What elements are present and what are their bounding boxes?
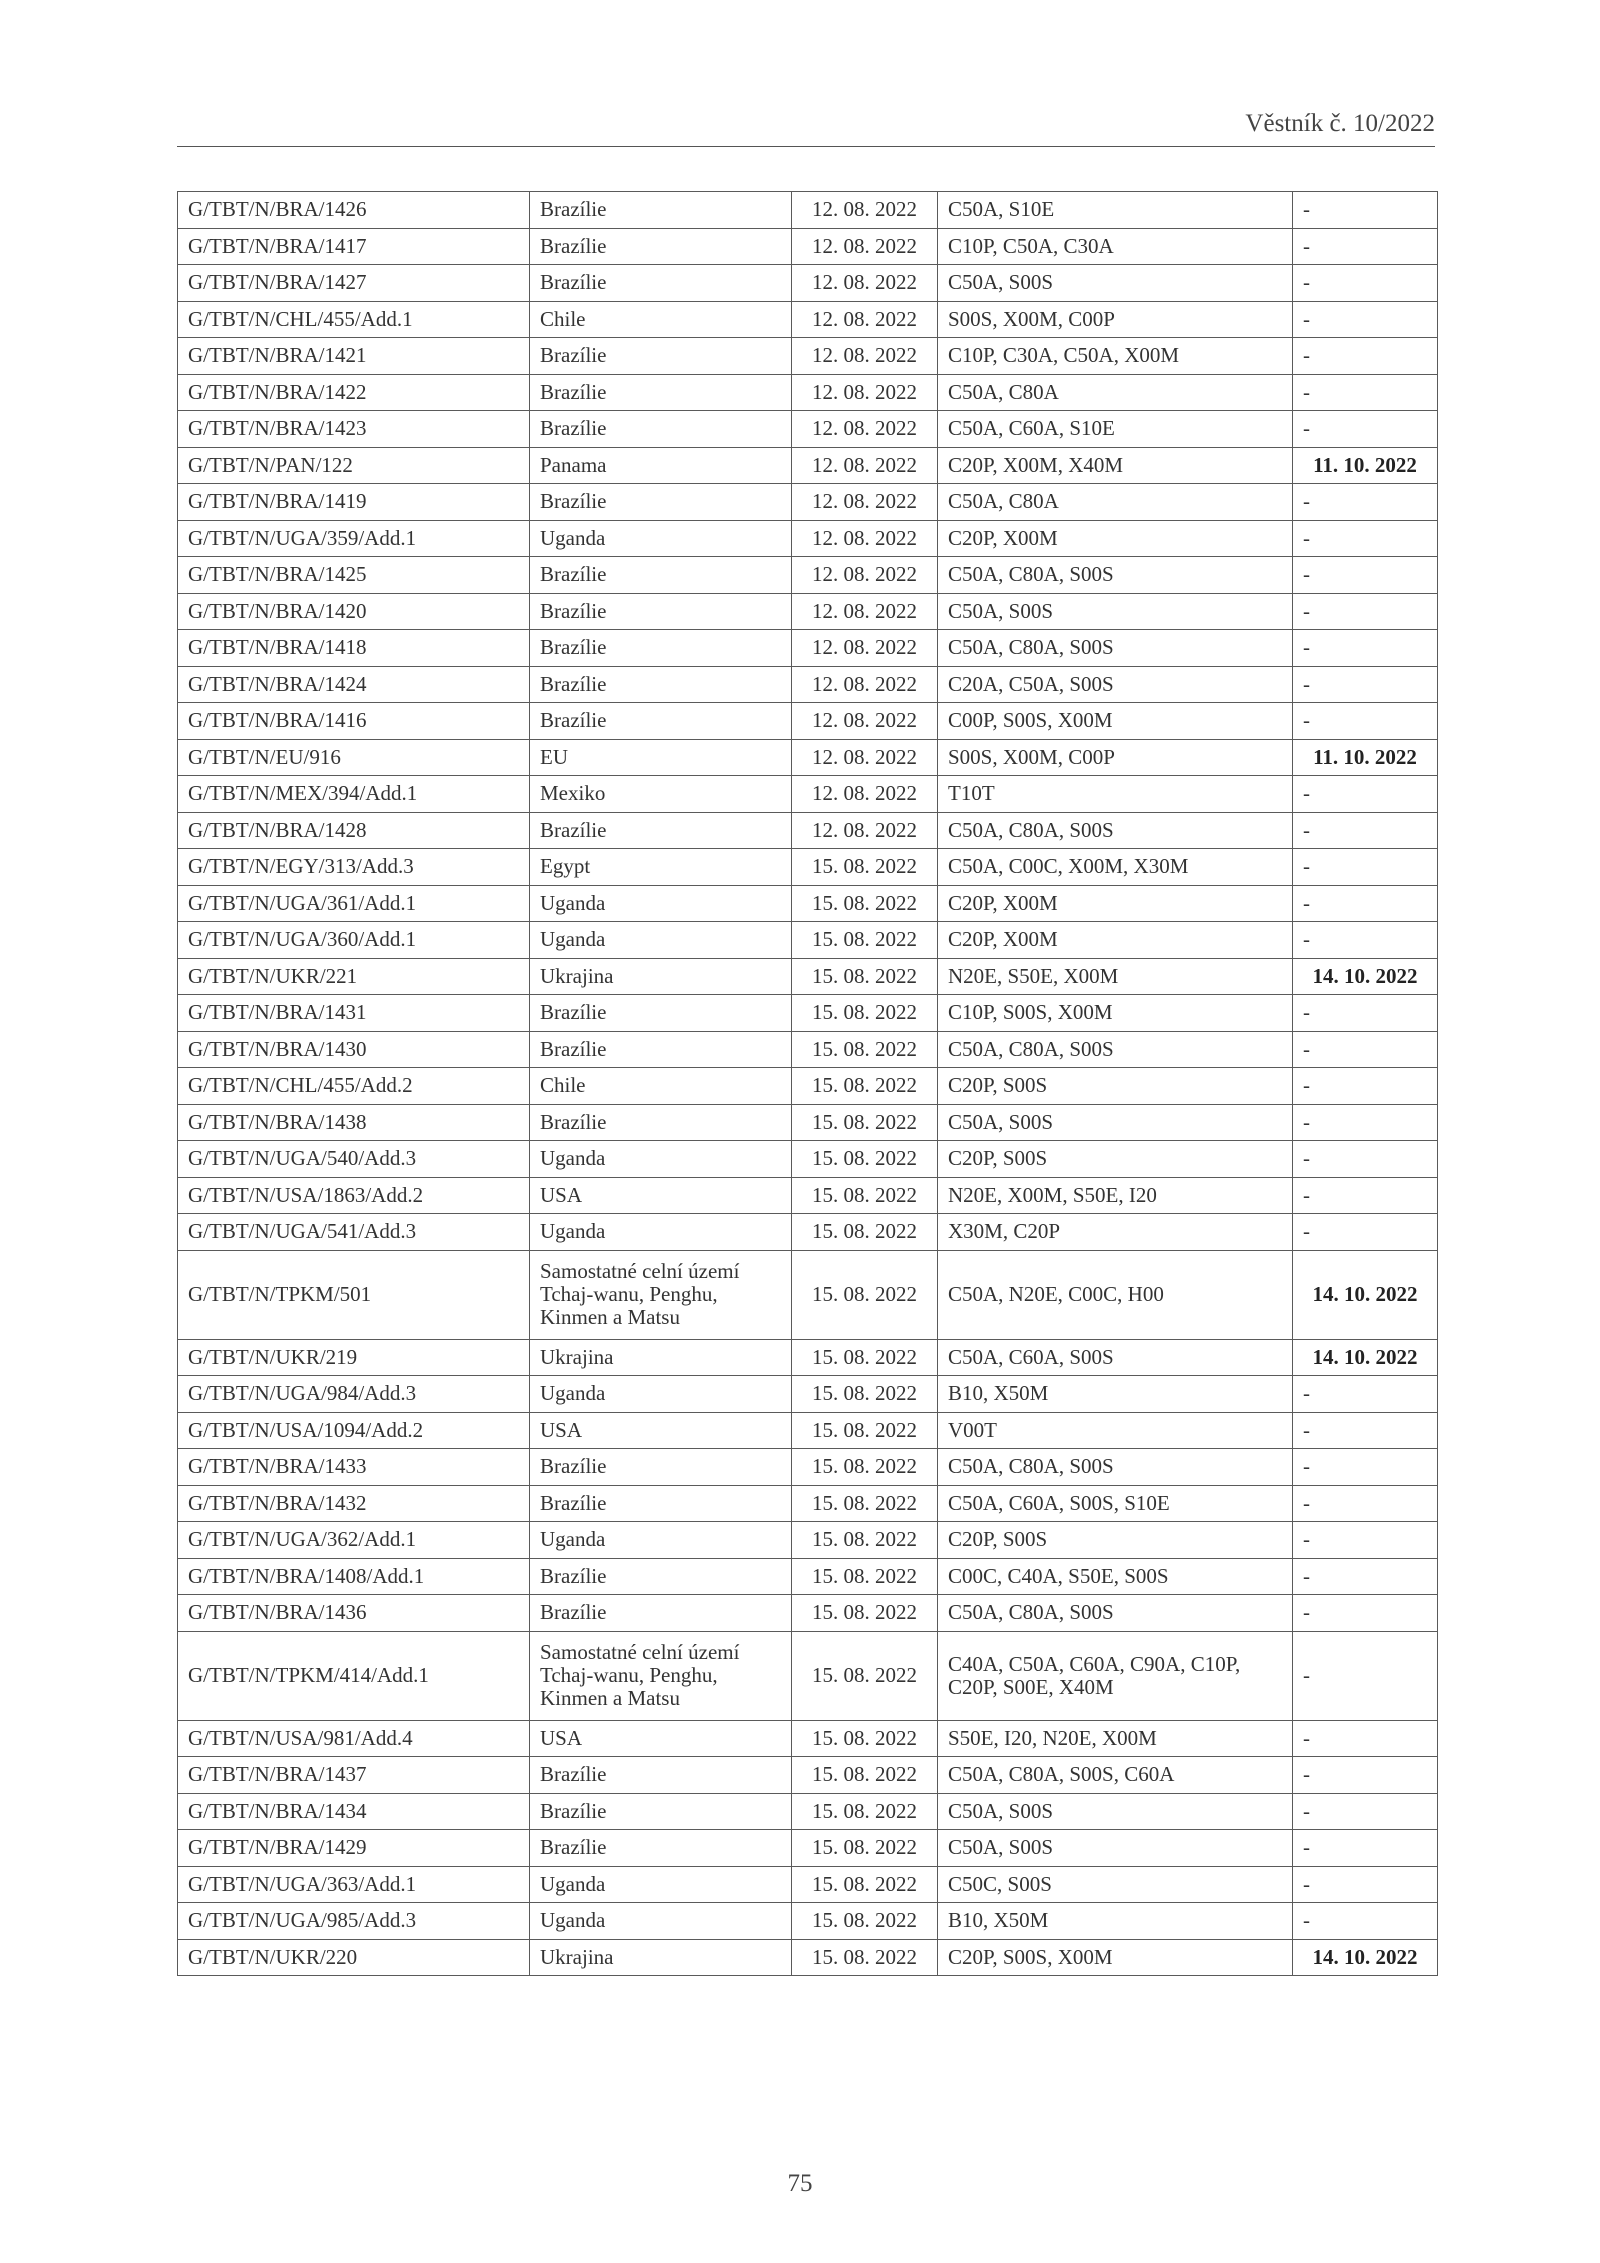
notification-symbol-cell: G/TBT/N/BRA/1428: [178, 812, 530, 849]
table-row: [178, 1830, 1438, 1867]
table-row: [178, 1757, 1438, 1794]
distribution-date-cell: 15. 08. 2022: [792, 1522, 938, 1559]
comment-deadline-cell: -: [1293, 557, 1438, 594]
table-row: [178, 1595, 1438, 1632]
ics-codes-cell: C50A, S10E: [938, 192, 1293, 229]
notifying-member-cell: Brazílie: [530, 995, 792, 1032]
table-row: [178, 557, 1438, 594]
table-row: [178, 1903, 1438, 1940]
ics-codes-cell: C50A, S00S: [938, 265, 1293, 302]
notification-symbol-cell: G/TBT/N/BRA/1438: [178, 1104, 530, 1141]
comment-deadline-cell: -: [1293, 1376, 1438, 1413]
ics-codes-cell: C50A, S00S: [938, 1104, 1293, 1141]
ics-codes-cell: C50A, C80A: [938, 374, 1293, 411]
distribution-date-cell: 12. 08. 2022: [792, 739, 938, 776]
comment-deadline-cell: -: [1293, 301, 1438, 338]
distribution-date-cell: 15. 08. 2022: [792, 922, 938, 959]
ics-codes-cell: C50A, C60A, S10E: [938, 411, 1293, 448]
comment-deadline-cell: -: [1293, 1485, 1438, 1522]
distribution-date-cell: 15. 08. 2022: [792, 849, 938, 886]
comment-deadline-cell: -: [1293, 1141, 1438, 1178]
table-row: [178, 447, 1438, 484]
ics-codes-cell: C50A, N20E, C00C, H00: [938, 1250, 1293, 1339]
comment-deadline-cell: -: [1293, 1793, 1438, 1830]
notifying-member-cell: Brazílie: [530, 411, 792, 448]
notifying-member-cell: Uganda: [530, 1376, 792, 1413]
distribution-date-cell: 15. 08. 2022: [792, 1412, 938, 1449]
comment-deadline-cell: -: [1293, 338, 1438, 375]
table-row: [178, 922, 1438, 959]
notifying-member-cell: Uganda: [530, 922, 792, 959]
notifying-member-cell: Uganda: [530, 520, 792, 557]
notification-symbol-cell: G/TBT/N/BRA/1426: [178, 192, 530, 229]
ics-codes-cell: C20P, X00M: [938, 922, 1293, 959]
notifying-member-cell: Brazílie: [530, 1485, 792, 1522]
table-row: [178, 776, 1438, 813]
notifying-member-cell: Samostatné celní území Tchaj-wanu, Penghu, Kinmen a Matsu: [530, 1631, 792, 1720]
ics-codes-cell: C50A, C80A, S00S: [938, 557, 1293, 594]
notifying-member-cell: Uganda: [530, 1214, 792, 1251]
comment-deadline-cell: -: [1293, 1449, 1438, 1486]
comment-deadline-cell: -: [1293, 1720, 1438, 1757]
table-row: [178, 1866, 1438, 1903]
comment-deadline-cell: -: [1293, 520, 1438, 557]
table-row: [178, 995, 1438, 1032]
ics-codes-cell: C50A, C80A, S00S: [938, 630, 1293, 667]
bulletin-title: Věstník č. 10/2022: [1245, 110, 1435, 137]
notification-symbol-cell: G/TBT/N/USA/1863/Add.2: [178, 1177, 530, 1214]
ics-codes-cell: C00P, S00S, X00M: [938, 703, 1293, 740]
table-row: [178, 593, 1438, 630]
notifying-member-cell: Brazílie: [530, 1757, 792, 1794]
notification-symbol-cell: G/TBT/N/BRA/1436: [178, 1595, 530, 1632]
distribution-date-cell: 15. 08. 2022: [792, 1141, 938, 1178]
notification-symbol-cell: G/TBT/N/UGA/359/Add.1: [178, 520, 530, 557]
distribution-date-cell: 12. 08. 2022: [792, 338, 938, 375]
comment-deadline-cell: 14. 10. 2022: [1293, 1339, 1438, 1376]
notification-symbol-cell: G/TBT/N/UGA/360/Add.1: [178, 922, 530, 959]
comment-deadline-cell: -: [1293, 1068, 1438, 1105]
notifying-member-cell: Ukrajina: [530, 1339, 792, 1376]
notification-symbol-cell: G/TBT/N/EGY/313/Add.3: [178, 849, 530, 886]
ics-codes-cell: C10P, C50A, C30A: [938, 228, 1293, 265]
ics-codes-cell: C50A, S00S: [938, 593, 1293, 630]
comment-deadline-cell: -: [1293, 995, 1438, 1032]
table-row: [178, 1522, 1438, 1559]
comment-deadline-cell: -: [1293, 1104, 1438, 1141]
distribution-date-cell: 12. 08. 2022: [792, 520, 938, 557]
distribution-date-cell: 12. 08. 2022: [792, 703, 938, 740]
notifying-member-cell: Uganda: [530, 1141, 792, 1178]
comment-deadline-cell: -: [1293, 411, 1438, 448]
distribution-date-cell: 15. 08. 2022: [792, 1866, 938, 1903]
table-row: [178, 374, 1438, 411]
table-row: [178, 301, 1438, 338]
table-row: [178, 520, 1438, 557]
ics-codes-cell: B10, X50M: [938, 1903, 1293, 1940]
ics-codes-cell: C20P, S00S: [938, 1522, 1293, 1559]
distribution-date-cell: 15. 08. 2022: [792, 958, 938, 995]
comment-deadline-cell: -: [1293, 1558, 1438, 1595]
table-row: [178, 1376, 1438, 1413]
ics-codes-cell: S00S, X00M, C00P: [938, 301, 1293, 338]
comment-deadline-cell: -: [1293, 1214, 1438, 1251]
notifying-member-cell: Ukrajina: [530, 1939, 792, 1976]
comment-deadline-cell: -: [1293, 849, 1438, 886]
notifying-member-cell: Brazílie: [530, 1449, 792, 1486]
ics-codes-cell: C20P, X00M, X40M: [938, 447, 1293, 484]
notification-symbol-cell: G/TBT/N/BRA/1408/Add.1: [178, 1558, 530, 1595]
distribution-date-cell: 12. 08. 2022: [792, 776, 938, 813]
distribution-date-cell: 15. 08. 2022: [792, 1631, 938, 1720]
distribution-date-cell: 12. 08. 2022: [792, 265, 938, 302]
ics-codes-cell: C50A, C80A, S00S: [938, 1595, 1293, 1632]
notification-symbol-cell: G/TBT/N/PAN/122: [178, 447, 530, 484]
notification-symbol-cell: G/TBT/N/BRA/1425: [178, 557, 530, 594]
notification-symbol-cell: G/TBT/N/BRA/1417: [178, 228, 530, 265]
distribution-date-cell: 15. 08. 2022: [792, 1339, 938, 1376]
notifying-member-cell: Brazílie: [530, 812, 792, 849]
table-row: [178, 739, 1438, 776]
comment-deadline-cell: -: [1293, 374, 1438, 411]
notifications-table-body: [178, 192, 1438, 1976]
notifying-member-cell: Brazílie: [530, 1793, 792, 1830]
table-row: [178, 228, 1438, 265]
ics-codes-cell: C50A, C80A: [938, 484, 1293, 521]
notification-symbol-cell: G/TBT/N/BRA/1423: [178, 411, 530, 448]
table-row: [178, 1141, 1438, 1178]
notification-symbol-cell: G/TBT/N/BRA/1419: [178, 484, 530, 521]
notification-symbol-cell: G/TBT/N/CHL/455/Add.2: [178, 1068, 530, 1105]
distribution-date-cell: 12. 08. 2022: [792, 301, 938, 338]
distribution-date-cell: 12. 08. 2022: [792, 411, 938, 448]
notifying-member-cell: Samostatné celní území Tchaj-wanu, Penghu, Kinmen a Matsu: [530, 1250, 792, 1339]
ics-codes-cell: S50E, I20, N20E, X00M: [938, 1720, 1293, 1757]
notifying-member-cell: USA: [530, 1177, 792, 1214]
comment-deadline-cell: -: [1293, 1522, 1438, 1559]
distribution-date-cell: 15. 08. 2022: [792, 1031, 938, 1068]
table-row: [178, 1939, 1438, 1976]
notifying-member-cell: Panama: [530, 447, 792, 484]
notification-symbol-cell: G/TBT/N/BRA/1420: [178, 593, 530, 630]
comment-deadline-cell: 11. 10. 2022: [1293, 739, 1438, 776]
notification-symbol-cell: G/TBT/N/BRA/1421: [178, 338, 530, 375]
notification-symbol-cell: G/TBT/N/CHL/455/Add.1: [178, 301, 530, 338]
comment-deadline-cell: -: [1293, 776, 1438, 813]
ics-codes-cell: C10P, S00S, X00M: [938, 995, 1293, 1032]
notifying-member-cell: USA: [530, 1720, 792, 1757]
notification-symbol-cell: G/TBT/N/UKR/219: [178, 1339, 530, 1376]
distribution-date-cell: 12. 08. 2022: [792, 192, 938, 229]
distribution-date-cell: 15. 08. 2022: [792, 885, 938, 922]
ics-codes-cell: C50A, C60A, S00S: [938, 1339, 1293, 1376]
notification-symbol-cell: G/TBT/N/TPKM/501: [178, 1250, 530, 1339]
ics-codes-cell: X30M, C20P: [938, 1214, 1293, 1251]
table-row: [178, 885, 1438, 922]
notification-symbol-cell: G/TBT/N/UGA/984/Add.3: [178, 1376, 530, 1413]
notification-symbol-cell: G/TBT/N/BRA/1424: [178, 666, 530, 703]
distribution-date-cell: 12. 08. 2022: [792, 557, 938, 594]
notification-symbol-cell: G/TBT/N/BRA/1422: [178, 374, 530, 411]
notification-symbol-cell: G/TBT/N/BRA/1418: [178, 630, 530, 667]
distribution-date-cell: 15. 08. 2022: [792, 1558, 938, 1595]
comment-deadline-cell: -: [1293, 812, 1438, 849]
notification-symbol-cell: G/TBT/N/BRA/1432: [178, 1485, 530, 1522]
comment-deadline-cell: -: [1293, 228, 1438, 265]
ics-codes-cell: C50A, S00S: [938, 1793, 1293, 1830]
notifying-member-cell: Brazílie: [530, 666, 792, 703]
notifying-member-cell: Chile: [530, 301, 792, 338]
table-row: [178, 1631, 1438, 1720]
distribution-date-cell: 15. 08. 2022: [792, 1177, 938, 1214]
notification-symbol-cell: G/TBT/N/UGA/985/Add.3: [178, 1903, 530, 1940]
notifying-member-cell: Brazílie: [530, 484, 792, 521]
ics-codes-cell: V00T: [938, 1412, 1293, 1449]
notification-symbol-cell: G/TBT/N/BRA/1431: [178, 995, 530, 1032]
notification-symbol-cell: G/TBT/N/BRA/1430: [178, 1031, 530, 1068]
table-row: [178, 338, 1438, 375]
notifying-member-cell: Brazílie: [530, 1595, 792, 1632]
table-row: [178, 1214, 1438, 1251]
ics-codes-cell: T10T: [938, 776, 1293, 813]
distribution-date-cell: 15. 08. 2022: [792, 1830, 938, 1867]
comment-deadline-cell: -: [1293, 1631, 1438, 1720]
notification-symbol-cell: G/TBT/N/BRA/1416: [178, 703, 530, 740]
comment-deadline-cell: -: [1293, 265, 1438, 302]
ics-codes-cell: C20P, S00S, X00M: [938, 1939, 1293, 1976]
notification-symbol-cell: G/TBT/N/UKR/220: [178, 1939, 530, 1976]
comment-deadline-cell: -: [1293, 885, 1438, 922]
table-row: [178, 1031, 1438, 1068]
comment-deadline-cell: -: [1293, 1903, 1438, 1940]
comment-deadline-cell: -: [1293, 703, 1438, 740]
notifying-member-cell: Brazílie: [530, 192, 792, 229]
distribution-date-cell: 15. 08. 2022: [792, 1250, 938, 1339]
notifying-member-cell: Brazílie: [530, 1558, 792, 1595]
comment-deadline-cell: 14. 10. 2022: [1293, 958, 1438, 995]
notification-symbol-cell: G/TBT/N/BRA/1437: [178, 1757, 530, 1794]
notification-symbol-cell: G/TBT/N/UGA/361/Add.1: [178, 885, 530, 922]
notifying-member-cell: Uganda: [530, 1522, 792, 1559]
table-row: [178, 1558, 1438, 1595]
ics-codes-cell: N20E, X00M, S50E, I20: [938, 1177, 1293, 1214]
table-row: [178, 411, 1438, 448]
table-row: [178, 812, 1438, 849]
distribution-date-cell: 12. 08. 2022: [792, 447, 938, 484]
table-row: [178, 1485, 1438, 1522]
comment-deadline-cell: -: [1293, 593, 1438, 630]
distribution-date-cell: 12. 08. 2022: [792, 630, 938, 667]
notifying-member-cell: Brazílie: [530, 593, 792, 630]
notification-symbol-cell: G/TBT/N/BRA/1429: [178, 1830, 530, 1867]
ics-codes-cell: C20P, X00M: [938, 520, 1293, 557]
table-row: [178, 265, 1438, 302]
comment-deadline-cell: -: [1293, 1595, 1438, 1632]
notifying-member-cell: Brazílie: [530, 630, 792, 667]
notifying-member-cell: Uganda: [530, 885, 792, 922]
table-row: [178, 1449, 1438, 1486]
ics-codes-cell: B10, X50M: [938, 1376, 1293, 1413]
notification-symbol-cell: G/TBT/N/USA/1094/Add.2: [178, 1412, 530, 1449]
notification-symbol-cell: G/TBT/N/UKR/221: [178, 958, 530, 995]
notification-symbol-cell: G/TBT/N/UGA/362/Add.1: [178, 1522, 530, 1559]
notifying-member-cell: Ukrajina: [530, 958, 792, 995]
ics-codes-cell: N20E, S50E, X00M: [938, 958, 1293, 995]
ics-codes-cell: C10P, C30A, C50A, X00M: [938, 338, 1293, 375]
table-row: [178, 630, 1438, 667]
comment-deadline-cell: -: [1293, 630, 1438, 667]
table-row: [178, 666, 1438, 703]
comment-deadline-cell: -: [1293, 1031, 1438, 1068]
ics-codes-cell: C50A, C80A, S00S: [938, 812, 1293, 849]
ics-codes-cell: C20P, S00S: [938, 1141, 1293, 1178]
distribution-date-cell: 15. 08. 2022: [792, 1903, 938, 1940]
comment-deadline-cell: -: [1293, 666, 1438, 703]
distribution-date-cell: 12. 08. 2022: [792, 593, 938, 630]
table-row: [178, 1793, 1438, 1830]
notification-symbol-cell: G/TBT/N/USA/981/Add.4: [178, 1720, 530, 1757]
distribution-date-cell: 15. 08. 2022: [792, 1214, 938, 1251]
notifying-member-cell: Brazílie: [530, 557, 792, 594]
notifying-member-cell: Brazílie: [530, 374, 792, 411]
notification-symbol-cell: G/TBT/N/TPKM/414/Add.1: [178, 1631, 530, 1720]
distribution-date-cell: 15. 08. 2022: [792, 995, 938, 1032]
notification-symbol-cell: G/TBT/N/BRA/1433: [178, 1449, 530, 1486]
ics-codes-cell: C20P, S00S: [938, 1068, 1293, 1105]
ics-codes-cell: C50A, C00C, X00M, X30M: [938, 849, 1293, 886]
notifying-member-cell: Mexiko: [530, 776, 792, 813]
notifying-member-cell: Brazílie: [530, 228, 792, 265]
comment-deadline-cell: -: [1293, 484, 1438, 521]
distribution-date-cell: 12. 08. 2022: [792, 484, 938, 521]
notification-symbol-cell: G/TBT/N/UGA/540/Add.3: [178, 1141, 530, 1178]
distribution-date-cell: 12. 08. 2022: [792, 812, 938, 849]
distribution-date-cell: 15. 08. 2022: [792, 1595, 938, 1632]
table-row: [178, 849, 1438, 886]
ics-codes-cell: S00S, X00M, C00P: [938, 739, 1293, 776]
page-header: [177, 110, 1435, 147]
notifying-member-cell: Brazílie: [530, 703, 792, 740]
table-row: [178, 703, 1438, 740]
table-row: [178, 1339, 1438, 1376]
notifying-member-cell: Brazílie: [530, 1104, 792, 1141]
notification-symbol-cell: G/TBT/N/UGA/541/Add.3: [178, 1214, 530, 1251]
distribution-date-cell: 15. 08. 2022: [792, 1720, 938, 1757]
ics-codes-cell: C50A, C80A, S00S, C60A: [938, 1757, 1293, 1794]
comment-deadline-cell: -: [1293, 1177, 1438, 1214]
table-row: [178, 958, 1438, 995]
comment-deadline-cell: 11. 10. 2022: [1293, 447, 1438, 484]
ics-codes-cell: C00C, C40A, S50E, S00S: [938, 1558, 1293, 1595]
table-row: [178, 1250, 1438, 1339]
ics-codes-cell: C40A, C50A, C60A, C90A, C10P, C20P, S00E, X40M: [938, 1631, 1293, 1720]
comment-deadline-cell: 14. 10. 2022: [1293, 1250, 1438, 1339]
notification-symbol-cell: G/TBT/N/BRA/1427: [178, 265, 530, 302]
notification-symbol-cell: G/TBT/N/MEX/394/Add.1: [178, 776, 530, 813]
table-row: [178, 1177, 1438, 1214]
notifying-member-cell: Brazílie: [530, 1830, 792, 1867]
distribution-date-cell: 12. 08. 2022: [792, 666, 938, 703]
comment-deadline-cell: -: [1293, 1830, 1438, 1867]
notifying-member-cell: Uganda: [530, 1866, 792, 1903]
table-row: [178, 1068, 1438, 1105]
notifications-table: [177, 191, 1438, 1976]
distribution-date-cell: 15. 08. 2022: [792, 1793, 938, 1830]
comment-deadline-cell: -: [1293, 1866, 1438, 1903]
table-row: [178, 1720, 1438, 1757]
comment-deadline-cell: -: [1293, 1412, 1438, 1449]
ics-codes-cell: C20P, X00M: [938, 885, 1293, 922]
notification-symbol-cell: G/TBT/N/UGA/363/Add.1: [178, 1866, 530, 1903]
distribution-date-cell: 15. 08. 2022: [792, 1485, 938, 1522]
comment-deadline-cell: -: [1293, 192, 1438, 229]
notifying-member-cell: Brazílie: [530, 265, 792, 302]
distribution-date-cell: 12. 08. 2022: [792, 228, 938, 265]
comment-deadline-cell: -: [1293, 1757, 1438, 1794]
notification-symbol-cell: G/TBT/N/BRA/1434: [178, 1793, 530, 1830]
comment-deadline-cell: -: [1293, 922, 1438, 959]
distribution-date-cell: 15. 08. 2022: [792, 1939, 938, 1976]
table-row: [178, 1104, 1438, 1141]
notifying-member-cell: EU: [530, 739, 792, 776]
distribution-date-cell: 15. 08. 2022: [792, 1757, 938, 1794]
ics-codes-cell: C50C, S00S: [938, 1866, 1293, 1903]
notifying-member-cell: USA: [530, 1412, 792, 1449]
table-row: [178, 1412, 1438, 1449]
notifying-member-cell: Brazílie: [530, 1031, 792, 1068]
distribution-date-cell: 15. 08. 2022: [792, 1376, 938, 1413]
notifying-member-cell: Egypt: [530, 849, 792, 886]
notifying-member-cell: Uganda: [530, 1903, 792, 1940]
notification-symbol-cell: G/TBT/N/EU/916: [178, 739, 530, 776]
notifying-member-cell: Chile: [530, 1068, 792, 1105]
notifying-member-cell: Brazílie: [530, 338, 792, 375]
ics-codes-cell: C50A, C60A, S00S, S10E: [938, 1485, 1293, 1522]
ics-codes-cell: C50A, S00S: [938, 1830, 1293, 1867]
distribution-date-cell: 15. 08. 2022: [792, 1449, 938, 1486]
ics-codes-cell: C50A, C80A, S00S: [938, 1449, 1293, 1486]
ics-codes-cell: C50A, C80A, S00S: [938, 1031, 1293, 1068]
page-number: 75: [787, 2170, 813, 2197]
ics-codes-cell: C20A, C50A, S00S: [938, 666, 1293, 703]
distribution-date-cell: 15. 08. 2022: [792, 1104, 938, 1141]
distribution-date-cell: 15. 08. 2022: [792, 1068, 938, 1105]
table-row: [178, 192, 1438, 229]
distribution-date-cell: 12. 08. 2022: [792, 374, 938, 411]
comment-deadline-cell: 14. 10. 2022: [1293, 1939, 1438, 1976]
table-row: [178, 484, 1438, 521]
